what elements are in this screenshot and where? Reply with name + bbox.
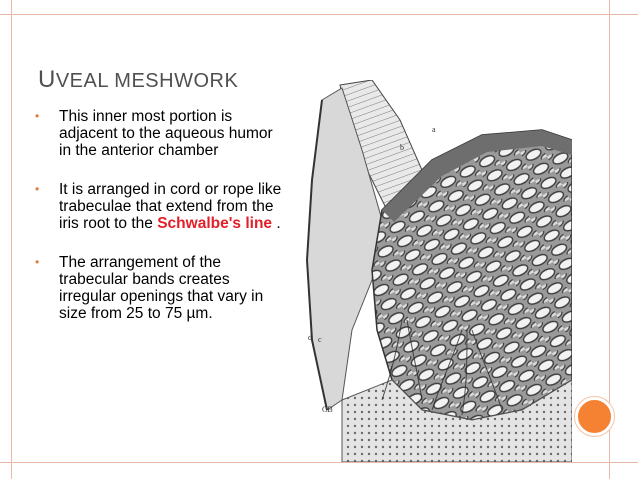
bullet-text: It is arranged in cord or rope like trabeculae that extend from the iris root to the: [59, 181, 282, 232]
frame-line-bottom: [0, 462, 638, 463]
bullet-item: [35, 254, 285, 322]
bullet-list: [35, 108, 285, 344]
slide-title: [38, 66, 238, 94]
figure-label-d: d: [308, 333, 312, 342]
figure-label-b: b: [400, 143, 404, 152]
bullet-text: This inner most portion is adjacent to the aqueous humor in the anterior chamber: [59, 108, 273, 159]
decorative-orange-circle: [575, 397, 614, 436]
title-initial: U: [38, 66, 56, 93]
bullet-text-end: .: [272, 215, 281, 232]
figure-label-a: a: [432, 125, 436, 134]
bullet-dot-icon: •: [35, 255, 40, 269]
figure-label-cb: CB: [322, 405, 333, 414]
figure-label-c: c: [318, 335, 322, 344]
bullet-item: [35, 108, 285, 159]
title-rest: VEAL MESHWORK: [55, 70, 239, 92]
bullet-item: [35, 181, 285, 232]
uveal-meshwork-illustration: [282, 80, 572, 462]
bullet-dot-icon: •: [35, 109, 40, 123]
frame-line-left: [11, 0, 12, 479]
bullet-dot-icon: •: [35, 182, 40, 196]
bullet-text: The arrangement of the trabecular bands creates irregular openings that vary in size from 25 to 75 µm.: [59, 254, 264, 322]
frame-line-top: [0, 14, 638, 15]
schwalbes-line-highlight: Schwalbe's line: [157, 215, 273, 232]
